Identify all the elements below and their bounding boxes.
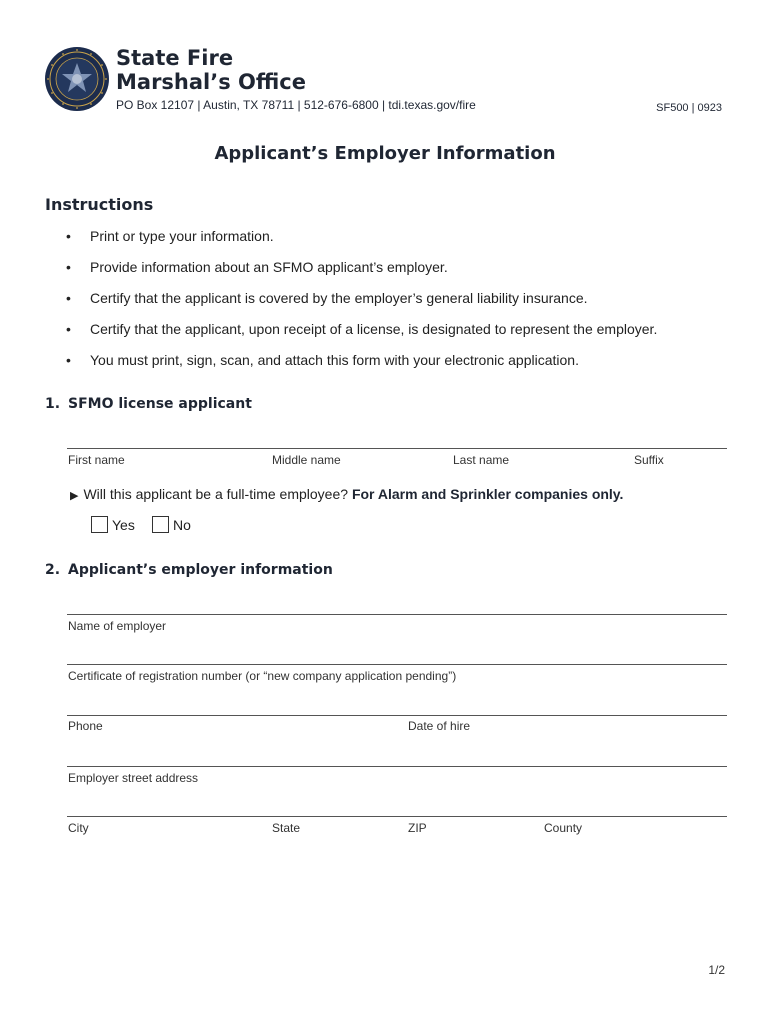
instructions-heading: Instructions	[45, 195, 154, 214]
phone-label: Phone	[68, 719, 103, 733]
employer-name-field-line[interactable]	[67, 614, 727, 615]
yes-label: Yes	[112, 516, 135, 533]
street-address-field-line[interactable]	[67, 766, 727, 767]
question-note: For Alarm and Sprinkler companies only.	[351, 486, 624, 502]
yes-option[interactable]	[91, 516, 135, 533]
instruction-text: Provide information about an SFMO applicant’s employer.	[90, 259, 448, 275]
instruction-text: Certify that the applicant is covered by the employer’s general liability insurance.	[90, 290, 588, 306]
bullet-icon: •	[66, 352, 71, 368]
question-text: Will this applicant be a full-time employee?	[83, 486, 349, 502]
phone-hire-field-line[interactable]	[67, 715, 727, 716]
instruction-text: You must print, sign, scan, and attach this form with your electronic application.	[90, 352, 579, 368]
instruction-text: Certify that the applicant, upon receipt of a license, is designated to represent the employer.	[90, 321, 658, 337]
organization-name	[116, 46, 306, 94]
city-state-field-line[interactable]	[67, 816, 727, 817]
applicant-name-field-line[interactable]	[67, 448, 727, 449]
no-option[interactable]	[152, 516, 191, 533]
date-of-hire-label: Date of hire	[408, 719, 471, 733]
zip-label: ZIP	[408, 821, 427, 835]
certificate-label: Certificate of registration number (or “new company application pending”)	[68, 669, 457, 683]
triangle-right-icon: ▶	[70, 490, 79, 502]
bullet-icon: •	[66, 321, 71, 337]
section1-number: 1.	[45, 396, 61, 412]
bullet-icon: •	[66, 228, 71, 244]
first-name-label: First name	[68, 453, 125, 467]
section1-heading	[45, 396, 252, 412]
form-code: SF500 | 0923	[656, 102, 722, 114]
instruction-item	[66, 290, 657, 321]
instruction-item	[66, 321, 657, 352]
section2-number: 2.	[45, 562, 61, 578]
suffix-label: Suffix	[634, 453, 664, 467]
page-number: 1/2	[708, 963, 725, 977]
organization-name-line1: State Fire	[116, 46, 234, 70]
header	[44, 44, 728, 124]
organization-address: PO Box 12107 | Austin, TX 78711 | 512-676-6800 | tdi.texas.gov/fire	[116, 98, 476, 112]
employer-name-label: Name of employer	[68, 619, 167, 633]
instruction-text: Print or type your information.	[90, 228, 274, 244]
county-label: County	[544, 821, 583, 835]
no-label: No	[173, 516, 191, 533]
state-label: State	[272, 821, 301, 835]
instructions-list	[66, 228, 657, 383]
section1-title: SFMO license applicant	[68, 396, 252, 412]
instruction-item	[66, 259, 657, 290]
last-name-label: Last name	[453, 453, 510, 467]
section2-title: Applicant’s employer information	[68, 562, 333, 578]
city-label: City	[68, 821, 89, 835]
instruction-item	[66, 352, 657, 383]
certificate-field-line[interactable]	[67, 664, 727, 665]
yes-checkbox[interactable]	[91, 516, 108, 533]
organization-name-line2: Marshal’s Office	[116, 70, 306, 94]
street-address-label: Employer street address	[68, 771, 199, 785]
instruction-item	[66, 228, 657, 259]
section2-heading	[45, 562, 333, 578]
bullet-icon: •	[66, 290, 71, 306]
no-checkbox[interactable]	[152, 516, 169, 533]
middle-name-label: Middle name	[272, 453, 341, 467]
state-fire-marshal-seal-icon	[44, 46, 110, 112]
full-time-question	[70, 486, 623, 502]
document-title: Applicant’s Employer Information	[214, 143, 556, 164]
bullet-icon: •	[66, 259, 71, 275]
